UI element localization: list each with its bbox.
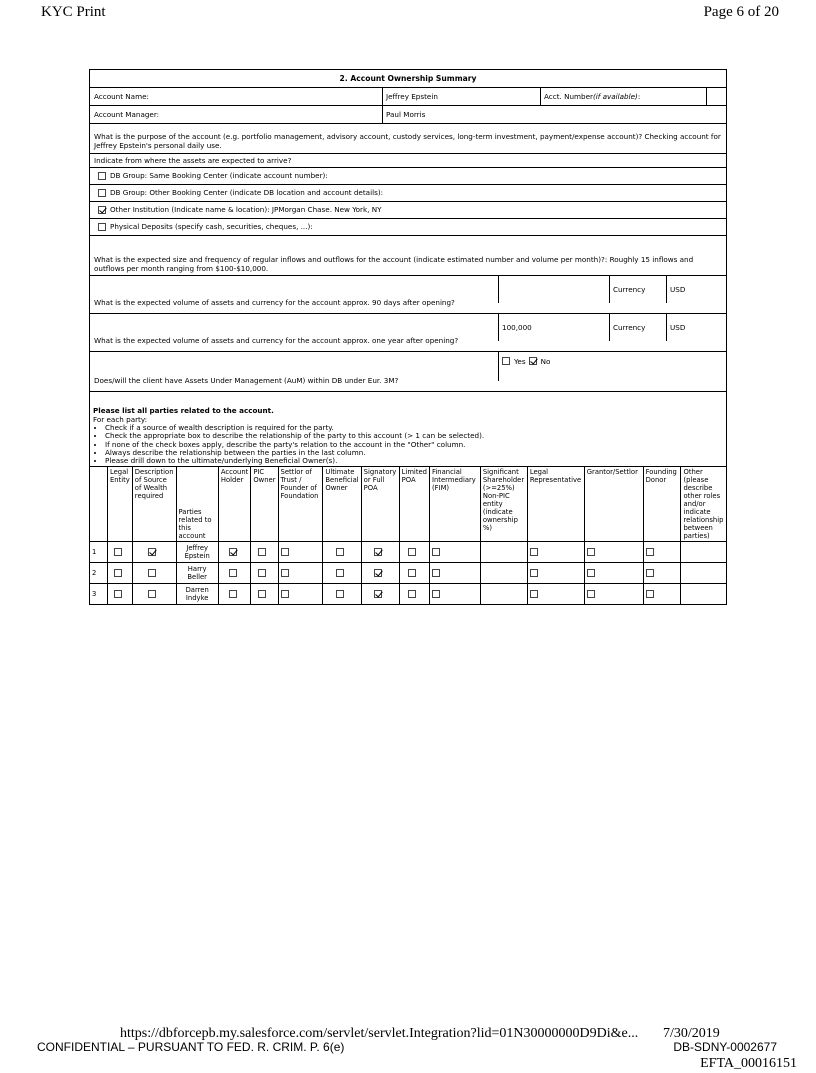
ubo-checkbox[interactable]	[336, 548, 344, 556]
significant-shareholder-cell[interactable]	[480, 584, 527, 605]
volume-90-currency[interactable]: USD	[670, 285, 686, 294]
parties-heading: Please list all parties related to the account.	[93, 406, 274, 415]
party-number: 3	[90, 584, 107, 605]
confidential-notice: CONFIDENTIAL – PURSUANT TO FED. R. CRIM. P. 6(e)	[37, 1040, 345, 1054]
account-name-label: Account Name:	[94, 92, 149, 101]
instruction-item: • Check the appropriate box to describe the relationship of the party to this account (> 1 can be selected).	[105, 432, 723, 440]
account-holder-checkbox[interactable]	[229, 590, 237, 598]
founding-donor-checkbox[interactable]	[646, 590, 654, 598]
other-cell[interactable]	[681, 542, 726, 563]
legal-rep-checkbox[interactable]	[530, 590, 538, 598]
origin-option-physical-deposits[interactable]: Physical Deposits (specify cash, securities, cheques, ...):	[90, 218, 726, 235]
col-settlor: Settlor of Trust / Founder of Foundation	[278, 467, 323, 542]
col-legal-representative: Legal Representative	[527, 467, 584, 542]
grantor-checkbox[interactable]	[587, 569, 595, 577]
account-manager-row	[90, 106, 726, 124]
acct-number-field[interactable]	[706, 88, 726, 105]
fim-checkbox[interactable]	[432, 569, 440, 577]
efta-number: EFTA_00016151	[700, 1056, 797, 1071]
party-name: Jeffrey Epstein	[176, 542, 218, 563]
assets-origin-label: Indicate from where the assets are expected to arrive?	[94, 156, 292, 165]
volume-1y-row	[90, 314, 726, 352]
bates-number: DB-SDNY-0002677	[673, 1040, 777, 1054]
origin-checkbox-physical-deposits[interactable]	[98, 223, 106, 231]
sow-checkbox[interactable]	[148, 548, 156, 556]
volume-1y-question: What is the expected volume of assets and currency for the account approx. one year after opening?	[94, 336, 459, 345]
volume-90-row	[90, 276, 726, 314]
aum-no-label: No	[540, 357, 551, 366]
pic-owner-checkbox[interactable]	[258, 548, 266, 556]
table-row	[90, 563, 726, 584]
parties-subheading: For each party:	[93, 415, 148, 424]
print-date: 7/30/2019	[663, 1026, 720, 1041]
col-legal-entity: Legal Entity	[107, 467, 132, 542]
sow-checkbox[interactable]	[148, 569, 156, 577]
aum-choice	[498, 352, 618, 391]
instruction-item: • Always describe the relationship between the parties in the last column.	[105, 449, 723, 457]
other-cell[interactable]	[681, 563, 726, 584]
account-name-row	[90, 88, 726, 106]
page-number: Page 6 of 20	[703, 4, 779, 20]
aum-yes-label: Yes	[514, 357, 526, 366]
purpose-question: What is the purpose of the account (e.g. portfolio management, advisory account, custody services, long-term investment, payment/expense account)? Checking account for Jeffrey Epstein's personal daily use.	[94, 132, 721, 150]
col-ubo: Ultimate Beneficial Owner	[323, 467, 361, 542]
origin-option-other-institution[interactable]: Other Institution (Indicate name & location): JPMorgan Chase. New York, NY	[90, 201, 726, 218]
instruction-item: • Please drill down to the ultimate/underlying Beneficial Owner(s).	[105, 457, 723, 465]
settlor-checkbox[interactable]	[281, 548, 289, 556]
origin-option-other-booking[interactable]: DB Group: Other Booking Center (indicate DB location and account details):	[90, 184, 726, 201]
origin-checkbox-same-booking[interactable]	[98, 172, 106, 180]
print-header-title: KYC Print	[41, 4, 106, 20]
party-name: Darren Indyke	[176, 584, 218, 605]
flows-row	[90, 236, 726, 276]
party-number: 2	[90, 563, 107, 584]
account-ownership-form	[89, 69, 727, 605]
ubo-checkbox[interactable]	[336, 590, 344, 598]
flows-question-text: What is the expected size and frequency of regular inflows and outflows for the account (indicate estimated number and volume per month)?: Roughly 15 inflows and outflows per month ranging from $100-$10,000.	[94, 255, 694, 273]
account-name-value: Jeffrey Epstein	[386, 92, 438, 101]
volume-1y-currency[interactable]: USD	[670, 323, 686, 332]
limited-poa-checkbox[interactable]	[408, 590, 416, 598]
settlor-checkbox[interactable]	[281, 590, 289, 598]
fim-checkbox[interactable]	[432, 548, 440, 556]
col-grantor-settlor: Grantor/Settlor	[584, 467, 643, 542]
settlor-checkbox[interactable]	[281, 569, 289, 577]
parties-instructions	[93, 424, 723, 465]
legal-rep-checkbox[interactable]	[530, 569, 538, 577]
volume-90-value[interactable]	[498, 276, 609, 313]
acct-number-label: Acct. Number (if available) :	[544, 92, 641, 101]
grantor-checkbox[interactable]	[587, 548, 595, 556]
volume-90-question: What is the expected volume of assets and currency for the account approx. 90 days after opening?	[94, 298, 455, 307]
account-holder-checkbox[interactable]	[229, 548, 237, 556]
aum-no-checkbox[interactable]	[529, 357, 537, 365]
col-founding-donor: Founding Donor	[643, 467, 681, 542]
pic-owner-checkbox[interactable]	[258, 569, 266, 577]
significant-shareholder-cell[interactable]	[480, 542, 527, 563]
instruction-item: • Check if a source of wealth description is required for the party.	[105, 424, 723, 432]
aum-question: Does/will the client have Assets Under Management (AuM) within DB under Eur. 3M?	[94, 376, 399, 385]
volume-1y-value[interactable]: 100,000	[502, 323, 532, 332]
significant-shareholder-cell[interactable]	[480, 563, 527, 584]
parties-header-row	[90, 467, 726, 542]
sow-checkbox[interactable]	[148, 590, 156, 598]
col-other: Other (please describe other roles and/or indicate relationship between parties)	[681, 467, 726, 542]
account-manager-value: Paul Morris	[386, 110, 426, 119]
table-row	[90, 542, 726, 563]
parties-section	[90, 392, 726, 604]
col-significant-shareholder: Significant Shareholder (>=25%) Non-PIC entity (indicate ownership %)	[480, 467, 527, 542]
volume-1y-currency-label: Currency	[613, 323, 646, 332]
origin-checkbox-other-booking[interactable]	[98, 189, 106, 197]
limited-poa-checkbox[interactable]	[408, 548, 416, 556]
founding-donor-checkbox[interactable]	[646, 548, 654, 556]
pic-owner-checkbox[interactable]	[258, 590, 266, 598]
other-cell[interactable]	[681, 584, 726, 605]
section-title: 2. Account Ownership Summary	[90, 70, 726, 88]
account-holder-checkbox[interactable]	[229, 569, 237, 577]
col-source-of-wealth: Description of Source of Wealth required	[132, 467, 176, 542]
grantor-checkbox[interactable]	[587, 590, 595, 598]
legal-entity-checkbox[interactable]	[114, 569, 122, 577]
flows-question	[90, 226, 98, 248]
party-number: 1	[90, 542, 107, 563]
signatory-checkbox[interactable]	[374, 569, 382, 577]
origin-checkbox-other-institution[interactable]	[98, 206, 106, 214]
signatory-checkbox[interactable]	[374, 548, 382, 556]
instruction-item: • If none of the check boxes apply, describe the party's relation to the account in the "Other" column.	[105, 441, 723, 449]
col-limited-poa: Limited POA	[399, 467, 429, 542]
col-fim: Financial Intermediary (FIM)	[430, 467, 481, 542]
source-url: https://dbforcepb.my.salesforce.com/servlet/servlet.Integration?lid=01N30000000D9Di&e...	[120, 1026, 639, 1041]
purpose-row	[90, 124, 726, 154]
legal-rep-checkbox[interactable]	[530, 548, 538, 556]
ubo-checkbox[interactable]	[336, 569, 344, 577]
signatory-checkbox[interactable]	[374, 590, 382, 598]
col-parties: Parties related to this account	[176, 467, 218, 542]
fim-checkbox[interactable]	[432, 590, 440, 598]
table-row	[90, 584, 726, 605]
parties-table	[90, 466, 726, 604]
legal-entity-checkbox[interactable]	[114, 590, 122, 598]
aum-yes-checkbox[interactable]	[502, 357, 510, 365]
col-pic-owner: PIC Owner	[251, 467, 278, 542]
col-account-holder: Account Holder	[218, 467, 250, 542]
limited-poa-checkbox[interactable]	[408, 569, 416, 577]
account-manager-label: Account Manager:	[94, 110, 160, 119]
assets-origin-row	[90, 154, 726, 236]
aum-row	[90, 352, 726, 392]
col-signatory: Signatory or Full POA	[361, 467, 399, 542]
legal-entity-checkbox[interactable]	[114, 548, 122, 556]
origin-option-same-booking[interactable]: DB Group: Same Booking Center (indicate account number):	[90, 167, 726, 184]
party-name: Harry Beller	[176, 563, 218, 584]
volume-90-currency-label: Currency	[613, 285, 646, 294]
founding-donor-checkbox[interactable]	[646, 569, 654, 577]
